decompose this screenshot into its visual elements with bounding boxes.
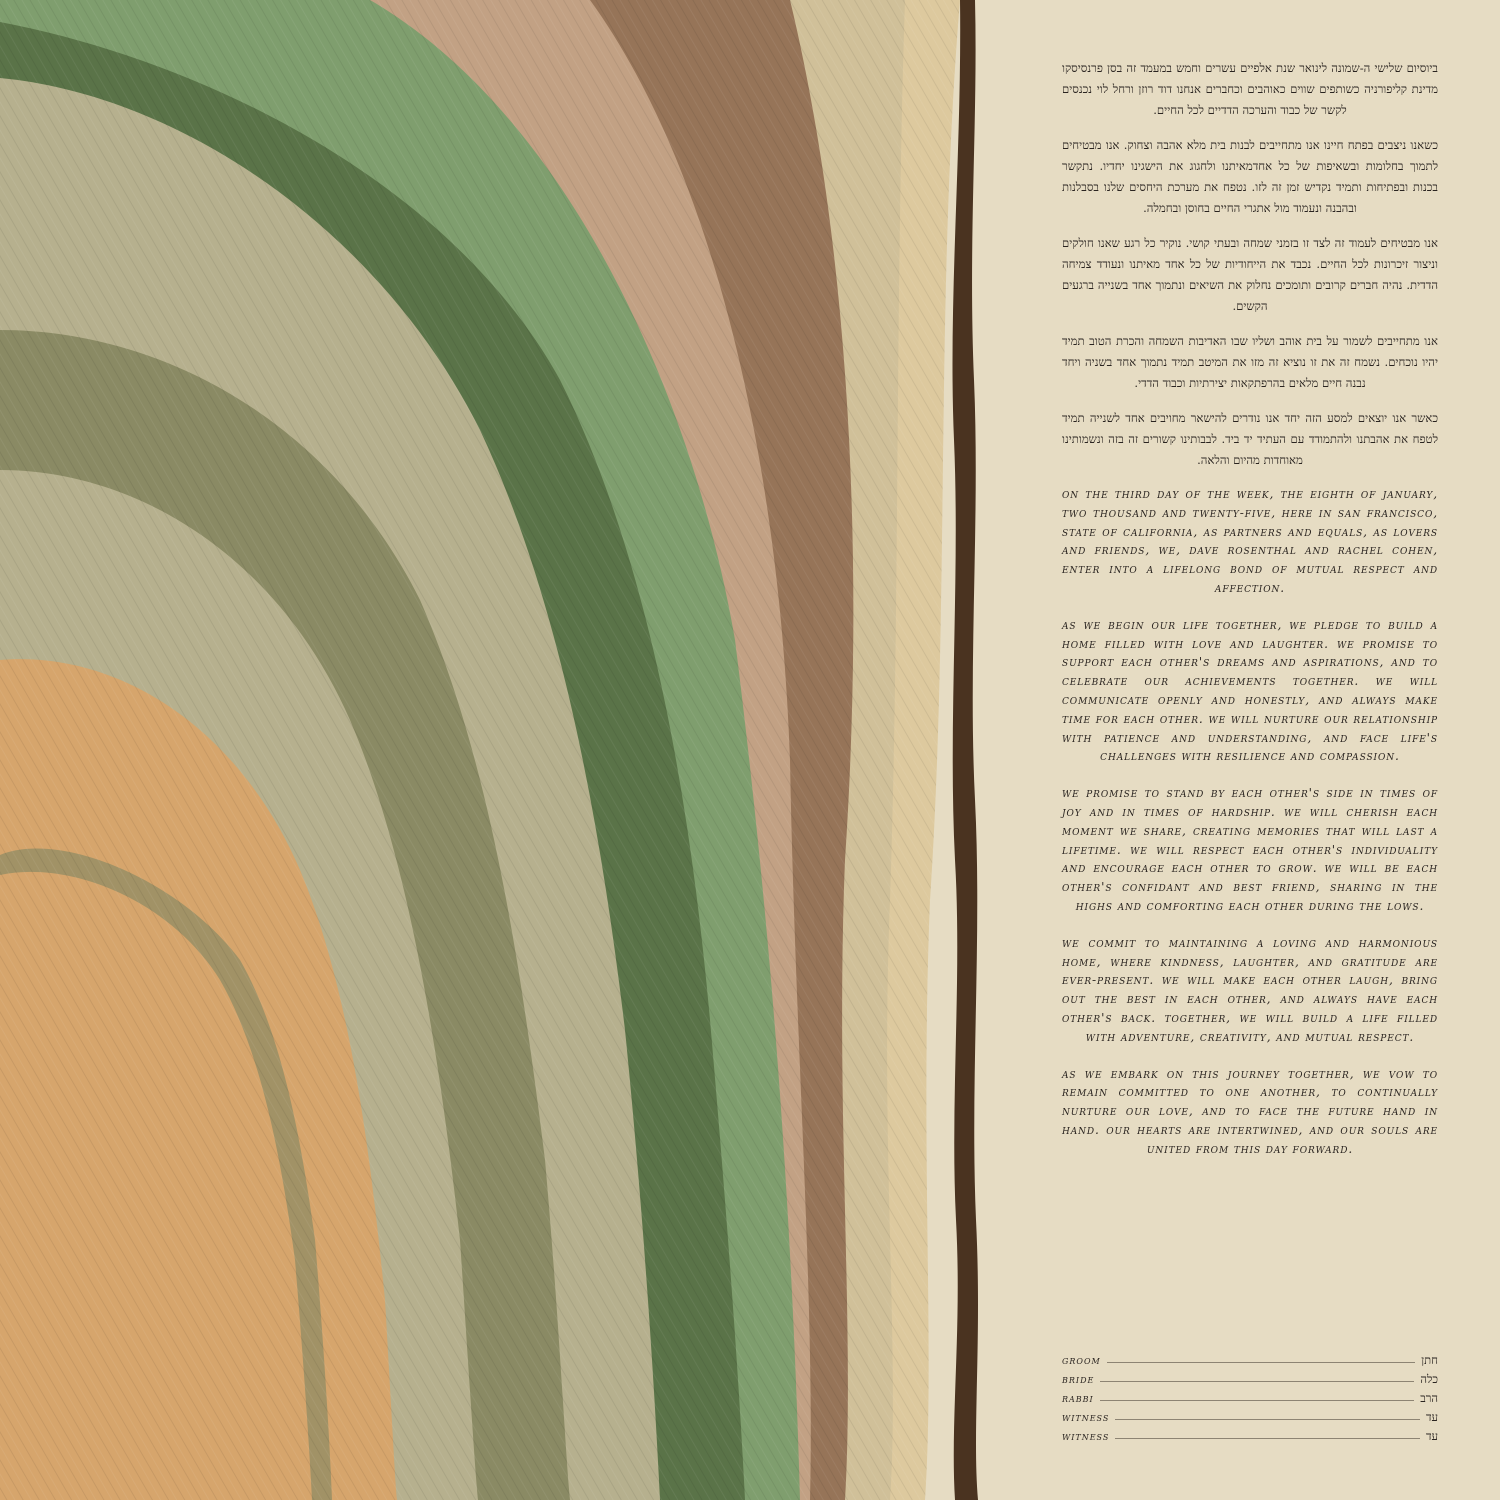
signature-label-en: witness <box>1062 1429 1110 1443</box>
signature-label-he: חתן <box>1421 1353 1438 1367</box>
signature-row-witness-1 <box>1062 1405 1438 1424</box>
english-paragraph: as we embark on this journey together, we vow to remain committed to one another, to continually nurture our love, and to face the future hand in hand. our hearts are intertwined, and our souls are united from this day forward. <box>1062 1066 1438 1156</box>
signature-row-bride <box>1062 1367 1438 1386</box>
signature-line[interactable] <box>1115 1419 1420 1420</box>
signature-line[interactable] <box>1100 1400 1414 1401</box>
signature-line[interactable] <box>1107 1362 1416 1363</box>
signature-label-en: groom <box>1062 1353 1101 1367</box>
signature-label-he: כלה <box>1420 1372 1438 1386</box>
signature-label-he: הרב <box>1420 1391 1438 1405</box>
signature-line[interactable] <box>1115 1438 1420 1439</box>
english-paragraph: as we begin our life together, we pledge to build a home filled with love and laughter. we promise to support each other's dreams and aspirations, and to celebrate our achievements together. we will communicate openly and honestly, and always make time for each other. we will nurture our relationship with patience and understanding, and face life's challenges with resilience and compassion. <box>1062 617 1438 764</box>
english-paragraph: we commit to maintaining a loving and harmonious home, where kindness, laughter, and gratitude are ever-present. we will make each other laugh, bring out the best in each other, and always have each other's back. together, we will build a life filled with adventure, creativity, and mutual respect. <box>1062 935 1438 1044</box>
signature-row-witness-2 <box>1062 1424 1438 1443</box>
signature-label-he: עד <box>1425 1410 1438 1424</box>
hebrew-paragraph: אנו מבטיחים לעמוד זה לצד זו בזמני שמחה ובעתי קושי. נוקיר כל רגע שאנו חולקים וניצור זיכרונות לכל החיים. נכבד את הייחודיות של כל אחד מאיתנו ונעודד צמיחה הדדית. נהיה חברים קרובים ותומכים נחלוק את השיאים ונתמוך אחד בשנייה ברגעים הקשים. <box>1062 236 1438 313</box>
hebrew-paragraph: כשאנו ניצבים בפתח חיינו אנו מתחייבים לבנות בית מלא אהבה וצחוק. אנו מבטיחים לתמוך בחלומות ובשאיפות של כל אחדמאיתנו ולחגוג את הישגינו יחדיו. נתקשר בכנות ובפתיחות ותמיד נקדיש זמן זה לזו. נטפח את מערכת היחסים שלנו בסבלנות ובהבנה ונעמוד מול אתגרי החיים בחוסן ובחמלה. <box>1062 138 1438 215</box>
signature-label-he: עד <box>1425 1429 1438 1443</box>
hebrew-paragraph: כאשר אנו יוצאים למסע הזה יחד אנו נודרים להישאר מחויבים אחד לשנייה תמיד לטפח את אהבתנו ולהתמודד עם העתיד יד ביד. לבבותינו קשורים זה בזה ונשמותינו מאוחדות מהיום והלאה. <box>1062 411 1438 467</box>
hebrew-paragraph: אנו מתחייבים לשמור על בית אוהב ושליו שבו האדיבות השמחה והכרת הטוב תמיד יהיו נוכחים. נשמח זה את זו נוציא זה מזו את המיטב תמיד נתמוך אחד בשניה ויחד נבנה חיים מלאים בהרפתקאות יצירתיות וכבוד הדדי. <box>1062 334 1438 390</box>
signature-label-en: rabbi <box>1062 1391 1094 1405</box>
english-paragraph: on the third day of the week, the eighth of january, two thousand and twenty-five, here in san francisco, state of california, as partners and equals, as lovers and friends, we, dave rosenthal and rachel cohen, enter into a lifelong bond of mutual respect and affection. <box>1062 487 1438 595</box>
signature-block <box>1062 1348 1438 1443</box>
signature-line[interactable] <box>1100 1381 1414 1382</box>
ketubah-text-panel <box>1062 58 1438 1478</box>
signature-label-en: bride <box>1062 1372 1095 1386</box>
hebrew-paragraph: ביוסיום שלישי ה-שמונה לינואר שנת אלפיים עשרים וחמש במעמד זה בסן פרנסיסקו מדינת קליפורניה כשותפים שווים כאוהבים וכחברים אנחנו דוד רוזן ורחל לוי נכנסים לקשר של כבוד והערכה הדדיים לכל החיים. <box>1062 61 1438 117</box>
signature-row-groom <box>1062 1348 1438 1367</box>
signature-label-en: witness <box>1062 1410 1110 1424</box>
english-paragraph: we promise to stand by each other's side in times of joy and in times of hardship. we will cherish each moment we share, creating memories that will last a lifetime. we will respect each other's individuality and encourage each other to grow. we will be each other's confidant and best friend, sharing in the highs and comforting each other during the lows. <box>1062 786 1438 913</box>
signature-row-rabbi <box>1062 1386 1438 1405</box>
